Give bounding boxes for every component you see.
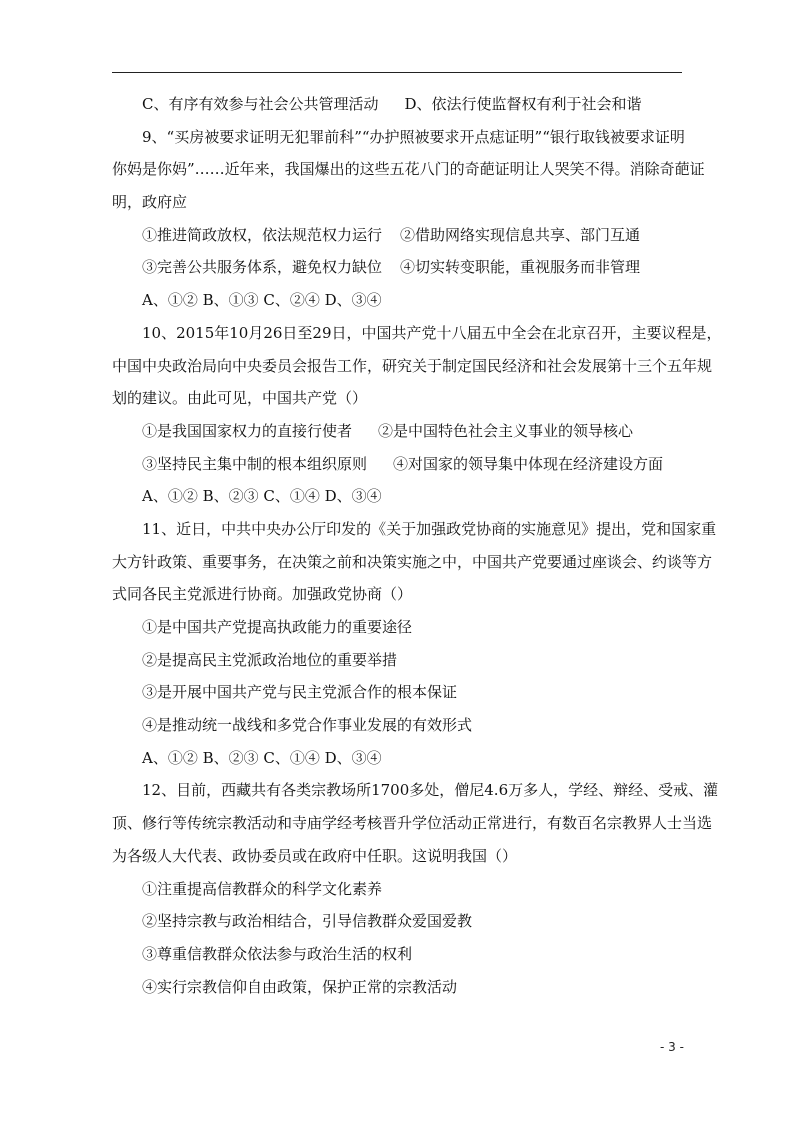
q10-item-3: ③坚持民主集中制的根本组织原则 [142, 454, 368, 473]
q12-item-3: ③尊重信教群众依法参与政治生活的权利 [142, 944, 413, 963]
page-number: - 3 - [660, 1040, 684, 1054]
q12-stem-line-3: 为各级人大代表、政协委员或在政府中任职。这说明我国（） [112, 846, 518, 865]
q11-stem-line-1: 11、近日，中共中央办公厅印发的《关于加强政党协商的实施意见》提出，党和国家重 [142, 519, 717, 538]
q11-choices: A、①② B、②③ C、①④ D、③④ [142, 748, 382, 767]
q11-stem-line-3: 式同各民主党派进行协商。加强政党协商（） [112, 585, 413, 604]
q9-stem-line-2: 你妈是你妈”……近年来，我国爆出的这些五花八门的奇葩证明让人哭笑不得。消除奇葩证 [112, 160, 705, 179]
q10-stem-line-3: 划的建议。由此可见，中国共产党（） [112, 389, 368, 408]
q12-stem-line-2: 顶、修行等传统宗教活动和寺庙学经考核晋升学位活动正常进行，有数百名宗教界人士当选 [112, 814, 713, 833]
q8-option-c: C、有序有效参与社会公共管理活动 [142, 95, 379, 113]
q12-item-4: ④实行宗教信仰自由政策，保护正常的宗教活动 [142, 977, 458, 996]
header-rule [112, 72, 682, 73]
q11-item-1: ①是中国共产党提高执政能力的重要途径 [142, 618, 413, 636]
q9-stem-line-1: 9、“买房被要求证明无犯罪前科”“办护照被要求开点痣证明”“银行取钱被要求证明 [142, 127, 685, 146]
q10-item-4: ④对国家的领导集中体现在经济建设方面 [393, 454, 664, 473]
q11-item-3: ③是开展中国共产党与民主党派合作的根本保证 [142, 683, 458, 702]
q10-choices: A、①② B、②③ C、①④ D、③④ [142, 487, 382, 506]
q10-items-row-2 [112, 448, 687, 481]
q10-item-1: ①是我国国家权力的直接行使者 [142, 421, 353, 440]
q9-items-row-1 [112, 219, 687, 252]
q9-item-1: ①推进简政放权，依法规范权力运行 [142, 225, 383, 244]
q11-item-4: ④是推动统一战线和多党合作事业发展的有效形式 [142, 716, 473, 735]
q9-stem-line-3: 明，政府应 [112, 193, 188, 212]
q10-stem-line-1: 10、2015年10月26日至29日，中国共产党十八届五中全会在北京召开，主要议程是， [142, 323, 722, 342]
q10-items-row-1 [112, 415, 687, 448]
page-content [112, 88, 722, 1003]
q8-option-d: D、依法行使监督权有利于社会和谐 [404, 95, 642, 113]
q8-options-line [112, 88, 687, 121]
q12-item-2: ②坚持宗教与政治相结合，引导信教群众爱国爱教 [142, 912, 473, 931]
q11-stem-line-2: 大方针政策、重要事务，在决策之前和决策实施之中，中国共产党要通过座谈会、约谈等方 [112, 552, 713, 571]
q9-choices: A、①② B、①③ C、②④ D、③④ [142, 291, 382, 310]
q9-item-2: ②借助网络实现信息共享、部门互通 [400, 225, 641, 244]
q11-item-2: ②是提高民主党派政治地位的重要举措 [142, 650, 398, 669]
q9-items-row-2 [112, 251, 687, 284]
q9-item-3: ③完善公共服务体系，避免权力缺位 [142, 258, 383, 277]
q9-item-4: ④切实转变职能，重视服务而非管理 [400, 258, 641, 277]
q12-item-1: ①注重提高信教群众的科学文化素养 [142, 879, 383, 898]
q10-item-2: ②是中国特色社会主义事业的领导核心 [378, 421, 634, 440]
q12-stem-line-1: 12、目前，西藏共有各类宗教场所1700多处，僧尼4.6万多人，学经、辩经、受戒、灌 [142, 781, 719, 800]
q10-stem-line-2: 中国中央政治局向中央委员会报告工作，研究关于制定国民经济和社会发展第十三个五年规 [112, 356, 713, 375]
